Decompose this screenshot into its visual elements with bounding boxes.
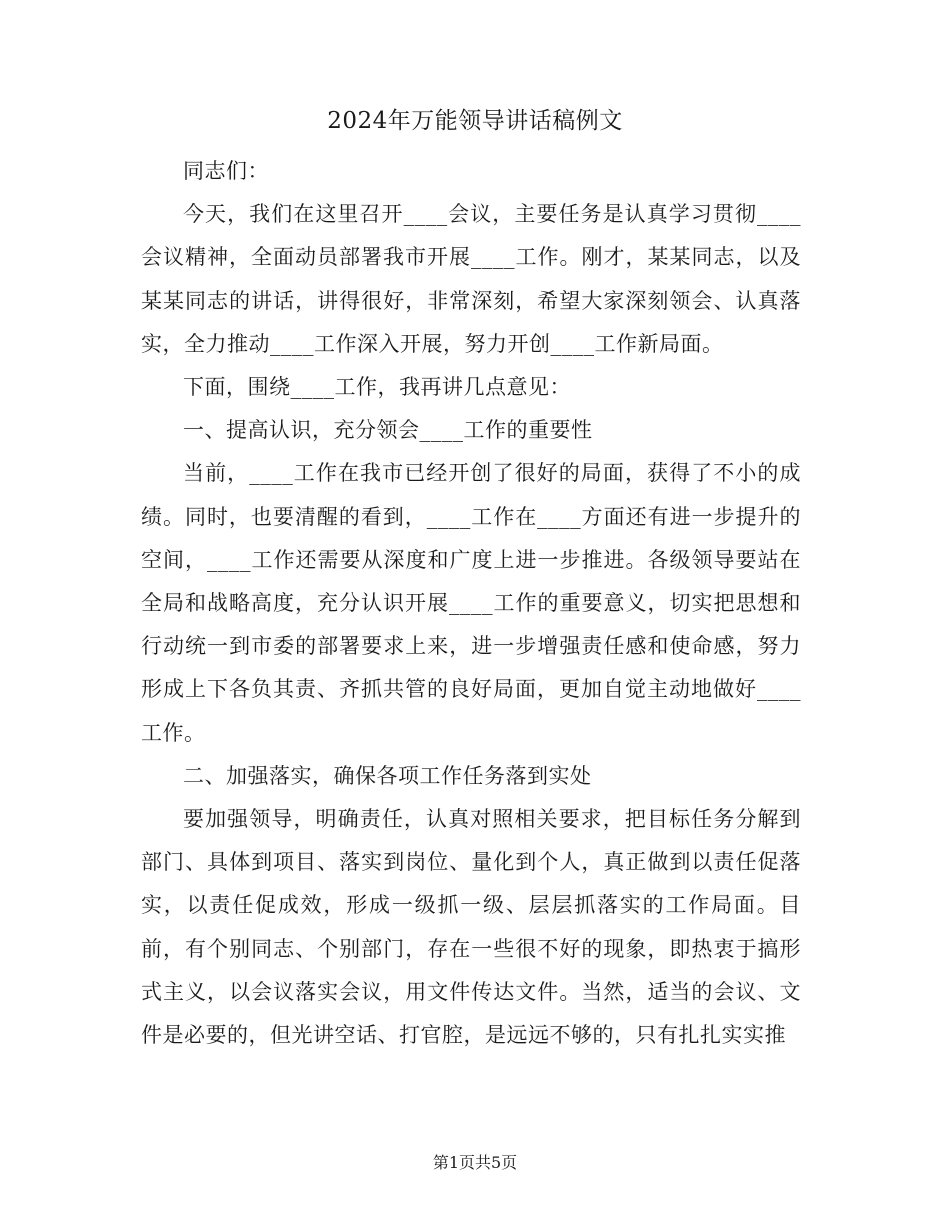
document-body	[141, 150, 801, 1057]
document-title: 2024年万能领导讲话稿例文	[327, 108, 623, 134]
salutation-paragraph: 同志们：	[183, 159, 269, 183]
page-number-footer: 第1页共5页	[432, 1153, 518, 1172]
section-1-paragraph: 当前，____工作在我市已经开创了很好的局面，获得了不小的成绩。同时，也要清醒的看到，____工作在____方面还有进一步提升的空间，____工作还需要从深度和广度上进一步推进。各级领导要站在全局和战略高度，充分认识开展____工作的重要意义，切实把思想和行动统一到市委的部署要求上来，进一步增强责任感和使命感，努力形成上下各负其责、齐抓共管的良好局面，更加自觉主动地做好____工作。	[141, 461, 801, 745]
section-2-paragraph: 要加强领导，明确责任，认真对照相关要求，把目标任务分解到部门、具体到项目、落实到岗位、量化到个人，真正做到以责任促落实，以责任促成效，形成一级抓一级、层层抓落实的工作局面。目前，有个别同志、个别部门，存在一些很不好的现象，即热衷于搞形式主义，以会议落实会议，用文件传达文件。当然，适当的会议、文件是必要的，但光讲空话、打官腔，是远远不够的，只有扎扎实实推	[141, 807, 801, 1048]
section-heading-1: 一、提高认识，充分领会____工作的重要性	[183, 418, 593, 443]
transition-paragraph: 下面，围绕____工作，我再讲几点意见：	[183, 375, 571, 400]
opening-paragraph: 今天，我们在这里召开____会议，主要任务是认真学习贯彻____会议精神，全面动员部署我市开展____工作。刚才，某某同志，以及某某同志的讲话，讲得很好，非常深刻，希望大家深刻领会、认真落实，全力推动____工作深入开展，努力开创____工作新局面。	[141, 202, 801, 356]
section-heading-2: 二、加强落实，确保各项工作任务落到实处	[183, 763, 592, 788]
